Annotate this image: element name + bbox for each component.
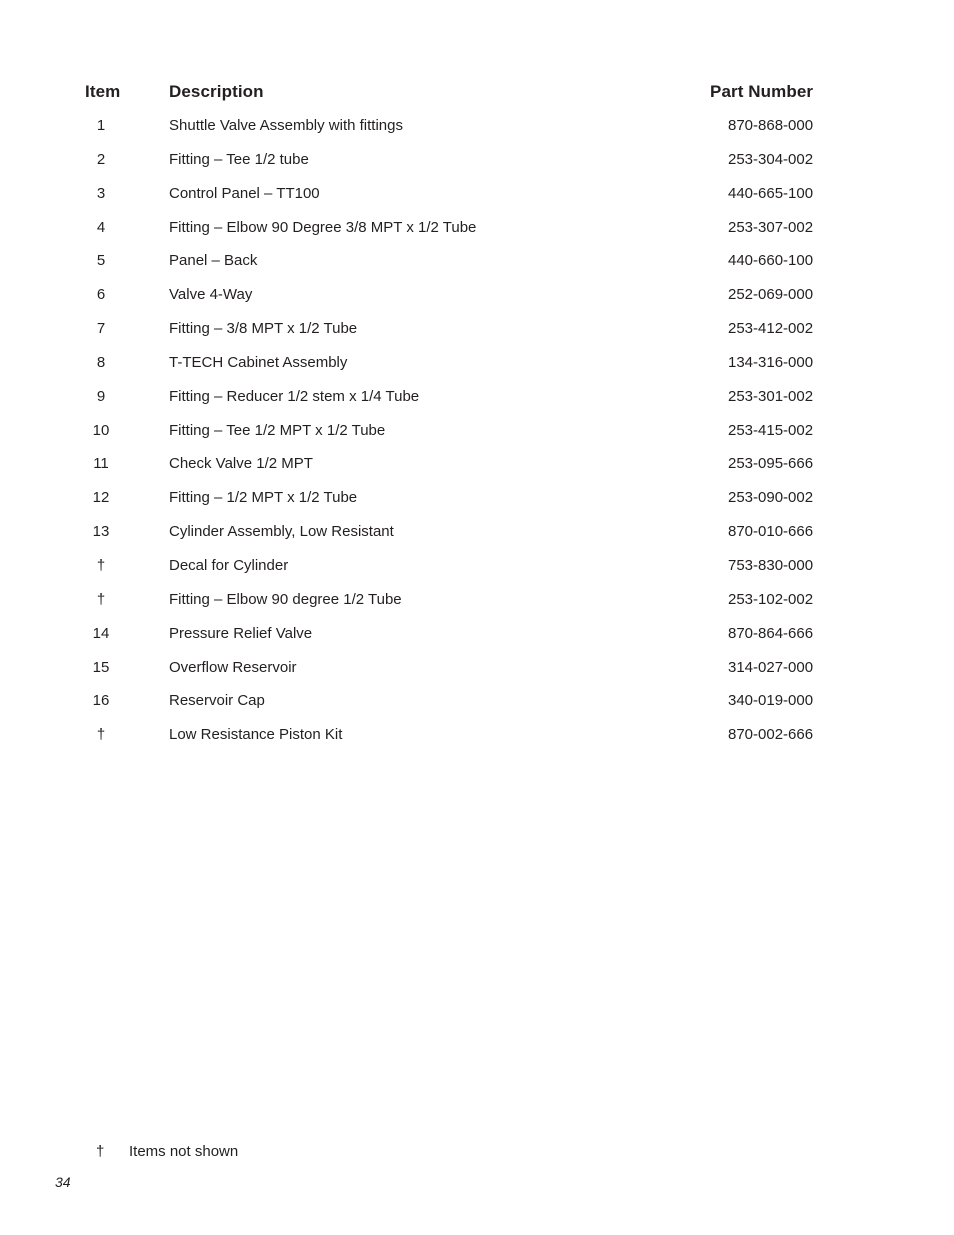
part-number-cell: 253-307-002 (728, 218, 814, 236)
part-number-cell: 253-415-002 (728, 421, 814, 439)
description-cell: Fitting – 1/2 MPT x 1/2 Tube (169, 489, 358, 507)
part-number-cell: 870-868-000 (728, 117, 814, 134)
column-header-part-number: Part Number (710, 82, 814, 101)
description-cell: Check Valve 1/2 MPT (169, 455, 313, 473)
column-header-description: Description (169, 82, 264, 101)
description-cell: Fitting – 3/8 MPT x 1/2 Tube (169, 320, 358, 338)
part-number-cell: 870-002-666 (728, 726, 814, 744)
description-cell: Fitting – Elbow 90 degree 1/2 Tube (169, 590, 402, 608)
description-cell: Fitting – Reducer 1/2 stem x 1/4 Tube (169, 387, 420, 405)
item-cell: 3 (96, 184, 106, 202)
part-number-cell: 253-304-002 (728, 150, 814, 168)
table-row (0, 656, 954, 690)
part-number-cell: 870-864-666 (728, 624, 814, 642)
table-row (0, 148, 954, 182)
parts-table-body (0, 114, 954, 757)
table-row (0, 689, 954, 723)
part-number-cell: 253-102-002 (728, 590, 814, 608)
item-cell: 10 (92, 421, 110, 439)
table-row (0, 216, 954, 250)
item-cell: 2 (96, 150, 106, 168)
description-cell: Fitting – Elbow 90 Degree 3/8 MPT x 1/2 Tube (169, 218, 477, 236)
description-cell: Control Panel – TT100 (169, 184, 320, 202)
table-row (0, 419, 954, 453)
description-cell: Reservoir Cap (169, 692, 265, 710)
description-cell: Fitting – Tee 1/2 tube (169, 150, 309, 168)
description-cell: Fitting – Tee 1/2 MPT x 1/2 Tube (169, 421, 386, 439)
item-cell: † (96, 556, 106, 574)
item-cell: 8 (96, 353, 106, 371)
part-number-cell: 440-660-100 (728, 252, 814, 270)
item-cell: 12 (92, 489, 110, 507)
item-cell: 4 (96, 218, 106, 236)
description-cell: Shuttle Valve Assembly with fittings (169, 117, 403, 134)
part-number-cell: 253-412-002 (728, 320, 814, 338)
item-cell: 14 (92, 624, 110, 642)
part-number-cell: 134-316-000 (728, 353, 814, 371)
table-header (0, 80, 954, 104)
table-row (0, 723, 954, 757)
description-cell: Cylinder Assembly, Low Resistant (169, 523, 394, 541)
table-row (0, 114, 954, 148)
item-cell: † (96, 590, 106, 608)
table-row (0, 588, 954, 622)
table-row (0, 182, 954, 216)
part-number-cell: 870-010-666 (728, 523, 814, 541)
table-row (0, 486, 954, 520)
item-cell: 5 (96, 252, 106, 270)
item-cell: † (96, 726, 106, 744)
description-cell: Pressure Relief Valve (169, 624, 313, 642)
part-number-cell: 340-019-000 (728, 692, 814, 710)
footnote (0, 1140, 954, 1164)
footnote-dagger-mark: † (96, 1143, 105, 1160)
item-cell: 7 (96, 320, 106, 338)
part-number-cell: 253-095-666 (728, 455, 814, 473)
description-cell: Valve 4-Way (169, 286, 253, 304)
description-cell: T-TECH Cabinet Assembly (169, 353, 348, 371)
part-number-cell: 314-027-000 (728, 658, 814, 676)
footnote-text: Items not shown (129, 1143, 239, 1160)
description-cell: Low Resistance Piston Kit (169, 726, 343, 744)
description-cell: Overflow Reservoir (169, 658, 297, 676)
part-number-cell: 252-069-000 (728, 286, 814, 304)
page-number: 34 (55, 1174, 71, 1190)
description-cell: Decal for Cylinder (169, 556, 289, 574)
item-cell: 15 (92, 658, 110, 676)
table-row (0, 317, 954, 351)
item-cell: 9 (96, 387, 106, 405)
part-number-cell: 253-090-002 (728, 489, 814, 507)
table-row (0, 385, 954, 419)
table-row (0, 351, 954, 385)
table-row (0, 622, 954, 656)
description-cell: Panel – Back (169, 252, 258, 270)
table-row (0, 520, 954, 554)
part-number-cell: 753-830-000 (728, 556, 814, 574)
part-number-cell: 440-665-100 (728, 184, 814, 202)
table-row (0, 554, 954, 588)
item-cell: 11 (93, 455, 109, 473)
table-row (0, 249, 954, 283)
table-row (0, 283, 954, 317)
part-number-cell: 253-301-002 (728, 387, 814, 405)
item-cell: 6 (96, 286, 106, 304)
item-cell: 13 (92, 523, 110, 541)
item-cell: 1 (96, 117, 106, 134)
item-cell: 16 (92, 692, 110, 710)
column-header-item: Item (85, 82, 121, 101)
table-row (0, 452, 954, 486)
